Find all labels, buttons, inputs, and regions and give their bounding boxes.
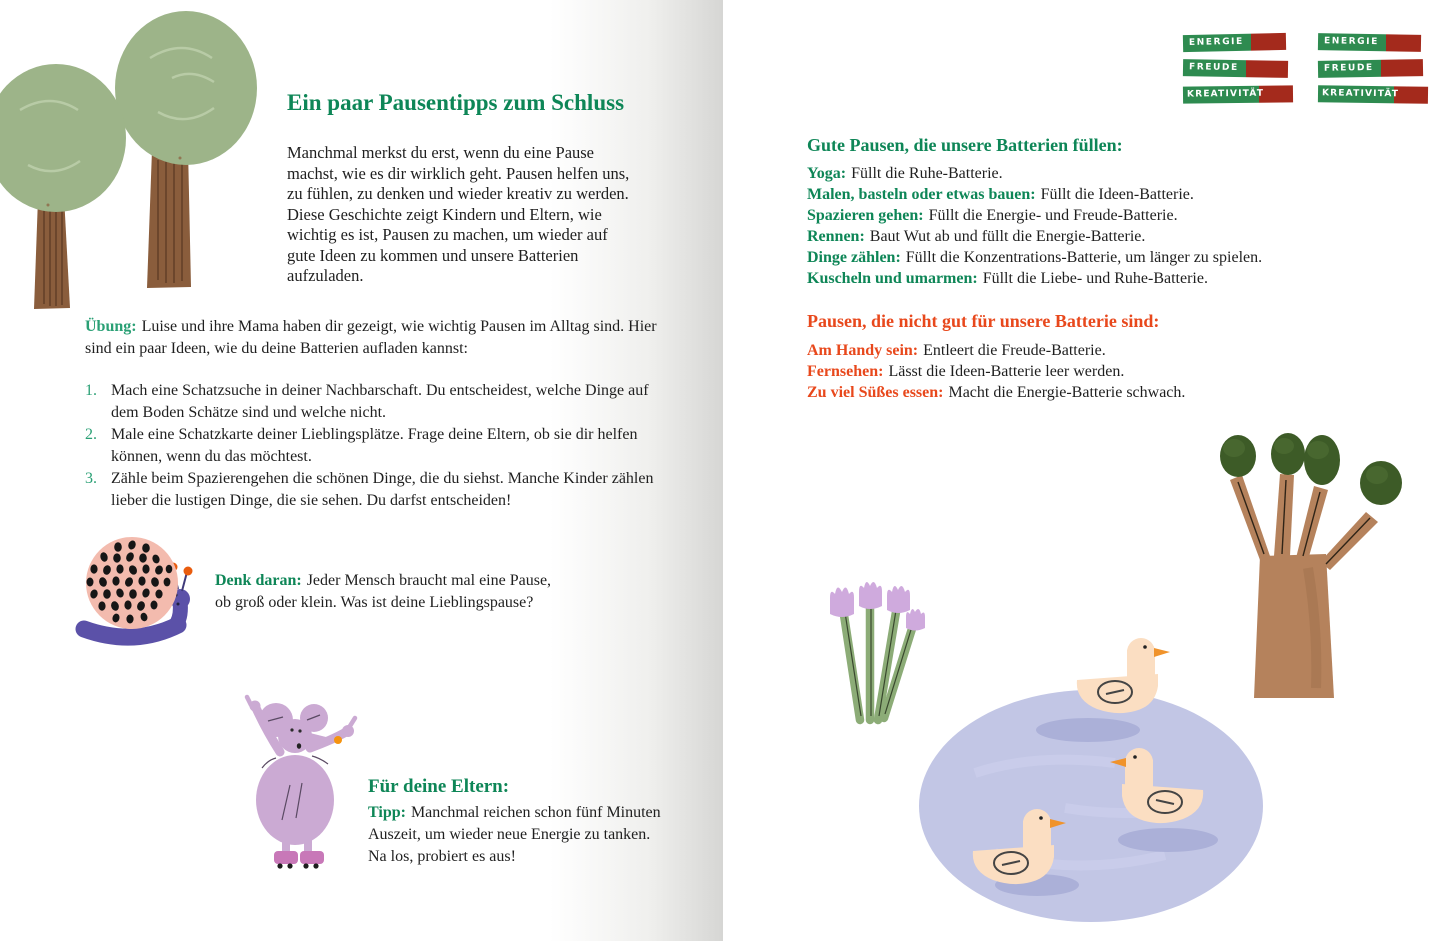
list-item: [807, 205, 1427, 226]
item-text: Füllt die Konzentrations-Batterie, um länger zu spielen.: [905, 249, 1263, 266]
list-item: [85, 380, 680, 424]
tip-text: Manchmal reichen schon fünf Minuten Auszeit, um wieder neue Energie zu tanken. Na los, probiert es aus!: [368, 804, 661, 865]
list-item: [807, 340, 1427, 361]
item-text: Füllt die Liebe- und Ruhe-Batterie.: [982, 270, 1208, 287]
tips-list: [85, 380, 680, 512]
item-label: Fernsehen:: [807, 363, 884, 380]
roller-skate: [274, 851, 298, 864]
exercise-text: Luise und ihre Mama haben dir gezeigt, wie wichtig Pausen im Alltag sind. Hier sind ein paar Ideen, wie du deine Batterien aufladen kannst:: [85, 318, 657, 357]
battery-bar-kreativitaet: KREATIVITÄT: [1183, 85, 1293, 103]
list-item: [807, 163, 1427, 184]
list-item: [807, 184, 1427, 205]
exercise-paragraph: [85, 316, 685, 360]
battery-bar-freude: FREUDE: [1183, 59, 1288, 78]
item-label: Spazieren gehen:: [807, 207, 924, 224]
list-item: [807, 268, 1427, 289]
battery-bar-kreativitaet: KREATIVITÄT: [1318, 85, 1428, 104]
battery-bar-freude: FREUDE: [1318, 59, 1423, 78]
list-number: 2.: [85, 426, 97, 443]
parents-heading: Für deine Eltern:: [368, 776, 510, 797]
item-label: Kuscheln und umarmen:: [807, 270, 978, 287]
battery-bar-energie: ENERGIE: [1183, 33, 1286, 52]
remember-label: Denk daran:: [215, 572, 302, 589]
item-label: Rennen:: [807, 228, 865, 245]
list-item: [85, 468, 680, 512]
item-label: Zu viel Süßes essen:: [807, 384, 944, 401]
battery-chart-left: [1183, 34, 1295, 112]
list-number: 1.: [85, 382, 97, 399]
list-text: Mach eine Schatzsuche in deiner Nachbarschaft. Du entscheidest, welche Dinge auf dem Boden Schätze sind und welche nicht.: [111, 382, 649, 421]
bad-breaks-heading: Pausen, die nicht gut für unsere Batterie sind:: [807, 311, 1160, 331]
snail-illustration: [70, 527, 215, 649]
tip-paragraph: [368, 802, 670, 868]
tree-right: [115, 11, 257, 288]
mouse-illustration: [240, 690, 365, 870]
remember-note: [215, 570, 563, 614]
list-number: 3.: [85, 470, 97, 487]
item-label: Am Handy sein:: [807, 342, 919, 359]
battery-chart-right: [1318, 34, 1430, 112]
item-text: Füllt die Energie- und Freude-Batterie.: [928, 207, 1178, 224]
mouse-nose: [334, 736, 342, 744]
list-item: [85, 424, 680, 468]
pond-ducks-illustration: [915, 633, 1280, 941]
tree-left: [0, 64, 126, 309]
list-text: Zähle beim Spazierengehen die schönen Dinge, die du siehst. Manche Kinder zählen lieber die lustigen Dinge, die sie sehen. Du darfst entscheiden!: [111, 470, 654, 509]
mouse-body: [256, 755, 334, 845]
list-item: [807, 247, 1427, 268]
tip-label: Tipp:: [368, 804, 406, 821]
good-breaks-list: [807, 163, 1427, 289]
intro-paragraph: Manchmal merkst du erst, wenn du eine Pause machst, wie es dir wirklich geht. Pausen helfen uns, zu fühlen, zu denken und wieder kreativ zu werden. Diese Geschichte zeigt Kindern und Eltern, wie wichtig es ist, Pausen zu machen, um wieder auf gute Ideen zu kommen und unsere Batterien aufzuladen.: [287, 143, 630, 285]
item-label: Yoga:: [807, 165, 847, 182]
list-item: [807, 382, 1427, 403]
list-item: [807, 361, 1427, 382]
battery-bar-energie: ENERGIE: [1318, 33, 1421, 52]
item-text: Füllt die Ideen-Batterie.: [1040, 186, 1194, 203]
item-label: Malen, basteln oder etwas bauen:: [807, 186, 1036, 203]
bad-breaks-list: [807, 340, 1427, 403]
item-text: Entleert die Freude-Batterie.: [923, 342, 1106, 359]
remember-text: Jeder Mensch braucht mal eine Pause, ob groß oder klein. Was ist deine Lieblingspause?: [215, 572, 552, 611]
item-label: Dinge zählen:: [807, 249, 901, 266]
good-breaks-heading: Gute Pausen, die unsere Batterien füllen:: [807, 135, 1123, 155]
list-text: Male eine Schatzkarte deiner Lieblingsplätze. Frage deine Eltern, ob sie dir helfen können, wenn du das möchtest.: [111, 426, 638, 465]
two-trees-illustration: [0, 0, 265, 312]
page-title: Ein paar Pausentipps zum Schluss: [287, 90, 625, 115]
antenna-tip: [184, 567, 193, 576]
item-text: Lässt die Ideen-Batterie leer werden.: [888, 363, 1125, 380]
roller-skate: [300, 851, 324, 864]
exercise-label: Übung:: [85, 318, 137, 335]
item-text: Baut Wut ab und füllt die Energie-Batterie.: [869, 228, 1146, 245]
list-item: [807, 226, 1427, 247]
item-text: Füllt die Ruhe-Batterie.: [851, 165, 1003, 182]
item-text: Macht die Energie-Batterie schwach.: [948, 384, 1186, 401]
